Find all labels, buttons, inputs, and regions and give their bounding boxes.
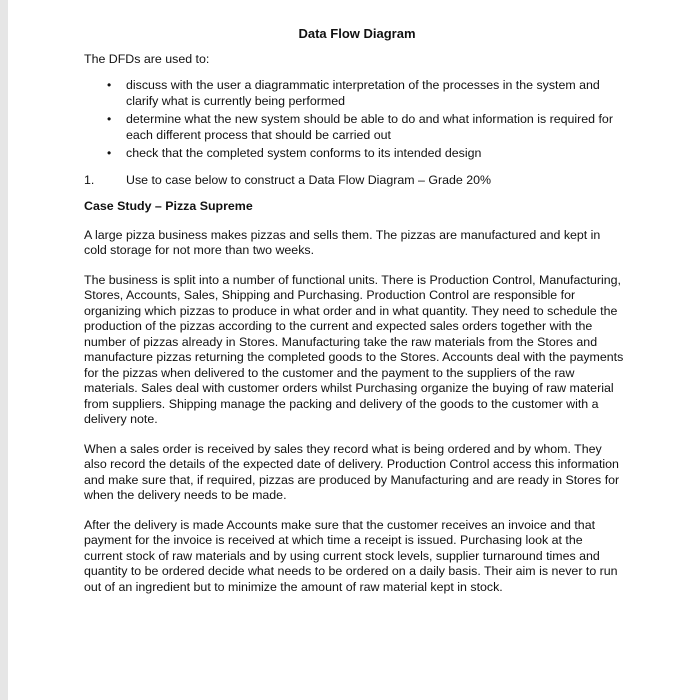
list-item	[84, 78, 624, 109]
intro-text: The DFDs are used to:	[84, 51, 210, 66]
paragraph: The business is split into a number of functional units. There is Production Control, Manufacturing, Stores, Accounts, Sales, Shipping and Purchasing. Production Control are responsible for organizing which pizzas to produce in what order and in what quantity. They need to schedule the production of the pizzas according to the current and expected sales orders together with the number of pizzas already in Stores. Manufacturing take the raw materials from the Stores and manufacture pizzas returning the completed goods to the Stores. Accounts deal with the payments for the pizzas when delivered to the customer and the payment to the suppliers of the raw materials. Sales deal with customer orders whilst Purchasing organize the buying of raw material from suppliers. Shipping manage the packing and delivery of the goods to the customer with a delivery note.	[84, 272, 624, 426]
document-page	[84, 26, 624, 609]
task-line	[84, 173, 624, 189]
list-item-text: discuss with the user a diagrammatic interpretation of the processes in the system and clarify what is currently being performed	[126, 78, 600, 108]
bullet-icon: •	[107, 78, 112, 92]
task-number: 1.	[84, 172, 95, 187]
list-item-text: check that the completed system conforms to its intended design	[126, 146, 482, 160]
list-item	[84, 146, 624, 162]
document-title: Data Flow Diagram	[298, 26, 416, 41]
list-item	[84, 112, 624, 143]
case-study-heading: Case Study – Pizza Supreme	[84, 199, 253, 213]
bullet-icon: •	[107, 112, 112, 126]
task-text: Use to case below to construct a Data Flow Diagram – Grade 20%	[126, 172, 492, 187]
list-item-text: determine what the new system should be able to do and what information is required for each different process that should be carried out	[126, 112, 613, 142]
paragraph: When a sales order is received by sales they record what is being ordered and by whom. They also record the details of the expected date of delivery. Production Control access this information and make sure that, if required, pizzas are produced by Manufacturing and are ready in Stores for when the delivery needs to be made.	[84, 441, 620, 502]
bullet-icon: •	[107, 146, 112, 160]
page-edge-shadow	[0, 0, 8, 700]
paragraph: A large pizza business makes pizzas and sells them. The pizzas are manufactured and kept in cold storage for not more than two weeks.	[84, 227, 601, 257]
dfd-purpose-list	[84, 78, 624, 162]
paragraph: After the delivery is made Accounts make sure that the customer receives an invoice and that payment for the invoice is received at which time a receipt is issued. Purchasing look at the current stock of raw materials and by using current stock levels, supplier turnaround times and quantity to be ordered decide what needs to be ordered on a daily basis. Their aim is never to run out of an ingredient but to minimize the amount of raw material kept in stock.	[84, 517, 618, 594]
